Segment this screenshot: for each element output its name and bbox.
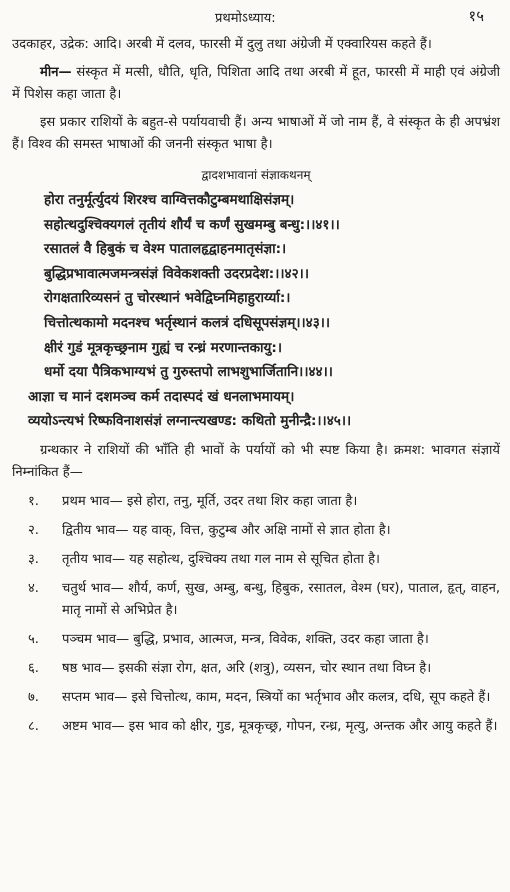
list-item xyxy=(12,491,500,513)
list-item xyxy=(12,716,500,738)
verse-line: व्ययोऽन्त्यभं रिष्फविनाशसंज्ञं लग्नान्त्यखण्ड: कथितो मुनीन्द्रै:।।४५।। xyxy=(28,413,352,430)
list-number: २. xyxy=(28,522,39,538)
verse-line: बुद्धिप्रभावात्मजमन्त्रसंज्ञं विवेकशक्ती उदरप्रदेश:।।४२।। xyxy=(44,265,309,282)
list-item xyxy=(12,658,500,680)
list-number: ७. xyxy=(28,689,39,705)
list-text: पञ्चम भाव— बुद्धि, प्रभाव, आत्मज, मन्त्र, विवेक, शक्ति, उदर कहा जाता है। xyxy=(62,631,429,647)
verse-line: चित्तोत्थकामो मदनश्च भर्तृस्थानं कलत्रं दधिसूपसंज्ञम्।।४३।। xyxy=(44,314,331,331)
list-number: ४. xyxy=(28,580,39,596)
paragraph-aquarius: उदकाहर, उद्रेक: आदि। अरबी में दलव, फारसी में दुलु तथा अंग्रेजी में एक्वारियस कहते हैं। xyxy=(12,37,432,52)
verse-line: सहोत्थदुश्चिक्यगलं तृतीयं शौर्यं च कर्णं सुखमम्बु बन्धु:।।४१।। xyxy=(44,216,340,233)
page-header xyxy=(0,6,510,28)
list-text: षष्ठ भाव— इसकी संज्ञा रोग, क्षत, अरि (शत्रु), व्यसन, चोर स्थान तथा विघ्न है। xyxy=(62,660,432,676)
paragraph-commentary: ग्रन्थकार ने राशियों की भाँति ही भावों के पर्यायों को भी स्पष्ट किया है। क्रमश: भावगत संज्ञायें निम्नांकित हैं— xyxy=(12,442,500,480)
section-heading: द्वादशभावानां संज्ञाकथनम् xyxy=(201,168,311,182)
verse-line: रोगक्षतारिव्यसनं तु चोरस्थानं भवेद्विघ्नमिहाहुरार्य्या:। xyxy=(44,290,291,307)
list-item xyxy=(12,578,500,622)
list-item xyxy=(12,629,500,651)
list-number: ३. xyxy=(28,551,39,567)
paragraph-pisces xyxy=(12,62,500,106)
verse-line: क्षीरं गुडं मूत्रकृच्छ्रनाम गुह्यं च रन्ध्रं मरणान्तकायु:। xyxy=(44,339,283,356)
verse-line: धर्मो दया पैत्रिकभाग्यभं तु गुरुस्तपो लाभशुभार्जितानि।।४४।। xyxy=(44,364,333,381)
list-text: तृतीय भाव— यह सहोत्थ, दुश्चिक्य तथा गल नाम से सूचित होता है। xyxy=(62,551,381,567)
verse-line: रसातलं वै हिबुकं च वेश्म पातालहृद्वाहनमातृसंज्ञा:। xyxy=(44,241,287,258)
list-number: ६. xyxy=(28,660,39,676)
list-text: अष्टम भाव— इस भाव को क्षीर, गुड, मूत्रकृच्छ्र, गोपन, रन्ध्र, मृत्यु, अन्तक और आयु कहते हैं। xyxy=(62,718,498,734)
list-number: ८. xyxy=(28,718,39,734)
page-number: १५ xyxy=(468,7,484,25)
verse-line: आज्ञा च मानं दशमञ्च कर्म तदास्पदं खं धनलाभमायम्। xyxy=(28,388,295,405)
pisces-label: मीन— xyxy=(40,65,72,80)
list-text: सप्तम भाव— इसे चित्तोत्थ, काम, मदन, स्त्रियों का भर्तृभाव और कलत्र, दधि, सूप कहते हैं। xyxy=(62,689,491,705)
pisces-text: संस्कृत में मत्सी, धौति, धृति, पिशिता आदि तथा अरबी में हूत, फारसी में माही एवं अंग्रेजी में पिशेस कहा जाता है। xyxy=(12,65,500,102)
chapter-title: प्रथमोऽध्याय: xyxy=(215,11,276,26)
list-text: प्रथम भाव— इसे होरा, तनु, मूर्ति, उदर तथा शिर कहा जाता है। xyxy=(62,493,358,509)
list-text: द्वितीय भाव— यह वाक्, वित्त, कुटुम्ब और अक्षि नामों से ज्ञात होता है। xyxy=(62,522,391,538)
list-number: १. xyxy=(28,493,39,509)
list-text: चतुर्थ भाव— शौर्य, कर्ण, सुख, अम्बु, बन्धु, हिबुक, रसातल, वेश्म (घर), पाताल, हृत्, वाहन, मातृ नामों से अभिप्रेत है। xyxy=(62,580,500,618)
verse-block xyxy=(12,188,500,434)
list-item xyxy=(12,549,500,571)
list-item xyxy=(12,520,500,542)
paragraph-synonyms: इस प्रकार राशियों के बहुत-से पर्यायवाची हैं। अन्य भाषाओं में जो नाम हैं, वे संस्कृत के ही अपभ्रंश हैं। विश्व की समस्त भाषाओं की जननी संस्कृत भाषा है। xyxy=(12,115,500,152)
list-item xyxy=(12,687,500,709)
page-body xyxy=(12,34,500,738)
verse-line: होरा तनुर्मूर्त्युदयं शिरश्च वाग्वित्तकौटुम्बमथाक्षिसंज्ञम्। xyxy=(44,192,295,208)
house-list xyxy=(12,491,500,738)
list-number: ५. xyxy=(28,631,39,647)
